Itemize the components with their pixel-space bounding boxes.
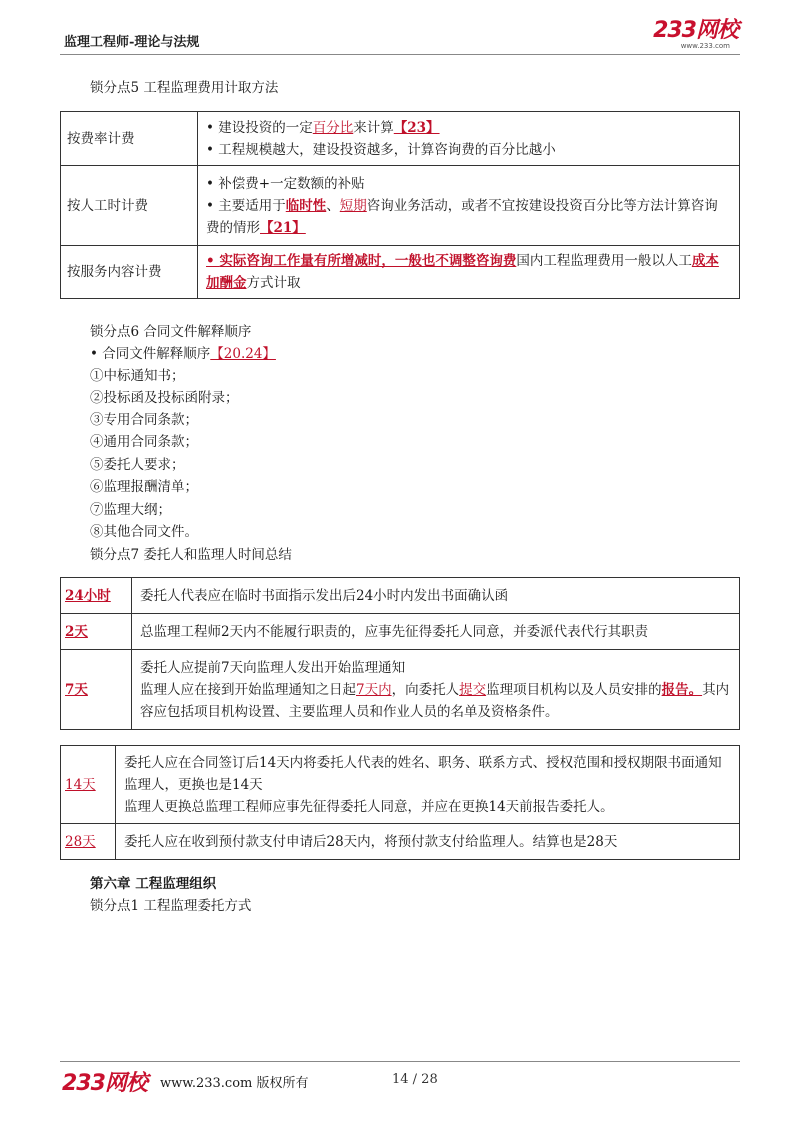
time-text: 委托人应提前7天向监理人发出开始监理通知 监理人应在接到开始监理通知之日起7天内，向委托人提交监理项目机构以及人员安排的报告。其内容应包括项目机构设置、主要监理人员和作业人员的名单及资格条件。 [132,650,740,730]
section-heading: 锁分点6 合同文件解释顺序 [90,324,252,340]
time-key: 2天 [61,614,132,650]
row-label: 按费率计费 [61,112,198,166]
time-key: 7天 [61,650,132,730]
list-item: ④通用合同条款； [90,434,198,450]
time-summary-table [60,577,740,730]
table-row [61,746,740,824]
time-text: 委托人应在合同签订后14天内将委托人代表的姓名、职务、联系方式、授权范围和授权期限书面通知监理人，更换也是14天 监理人更换总监理工程师应事先征得委托人同意，并应在更换14天前报告委托人。 [116,746,740,824]
section-heading: 锁分点1 工程监理委托方式 [90,898,252,914]
footer-copyright: www.233.com 版权所有 [160,1076,309,1091]
table-row [61,614,740,650]
brand-logo [653,20,738,50]
brand-logo-text: 233网校 [653,18,738,43]
table-row [61,650,740,730]
section-heading: 锁分点5 工程监理费用计取方法 [90,80,279,96]
list-item: ⑧其他合同文件。 [90,524,198,540]
list-item: ⑦监理大纲； [90,502,171,518]
row-content: • 建设投资的一定百分比来计算【23】 • 工程规模越大，建设投资越多，计算咨询费的百分比越小 [198,112,740,166]
chapter-heading: 第六章 工程监理组织 [90,876,217,892]
table-row [61,824,740,860]
row-content: • 补偿费+一定数额的补贴 • 主要适用于临时性、短期咨询业务活动，或者不宜按建设投资百分比等方法计算咨询费的情形【21】 [198,166,740,246]
table-row [61,246,740,299]
time-text: 委托人代表应在临时书面指示发出后24小时内发出书面确认函 [132,578,740,614]
time-summary-table-continued [60,745,740,860]
page-number: 14 / 28 [392,1072,438,1087]
time-key: 28天 [61,824,116,860]
table-row [61,578,740,614]
brand-logo-url: www.233.com [680,42,730,50]
time-text: 总监理工程师2天内不能履行职责的，应事先征得委托人同意，并委派代表代行其职责 [132,614,740,650]
header-divider [60,54,740,55]
document-header-title: 监理工程师-理论与法规 [64,35,200,50]
list-item: ③专用合同条款； [90,412,198,428]
table-row [61,112,740,166]
section-heading: 锁分点7 委托人和监理人时间总结 [90,547,292,563]
list-item: ⑥监理报酬清单； [90,479,198,495]
row-label: 按服务内容计费 [61,246,198,299]
time-key: 24小时 [61,578,132,614]
list-item: ①中标通知书； [90,368,185,384]
fee-method-table [60,111,740,299]
row-label: 按人工时计费 [61,166,198,246]
list-item: ⑤委托人要求； [90,457,185,473]
table-row [61,166,740,246]
time-key: 14天 [61,746,116,824]
footer-logo: 233网校 [62,1071,147,1096]
list-item: ②投标函及投标函附录； [90,390,239,406]
row-content: • 实际咨询工作量有所增减时，一般也不调整咨询费国内工程监理费用一般以人工成本加酬金方式计取 [198,246,740,299]
time-text: 委托人应在收到预付款支付申请后28天内，将预付款支付给监理人。结算也是28天 [116,824,740,860]
list-item: • 合同文件解释顺序【20.24】 [90,344,276,364]
footer-divider [60,1061,740,1062]
